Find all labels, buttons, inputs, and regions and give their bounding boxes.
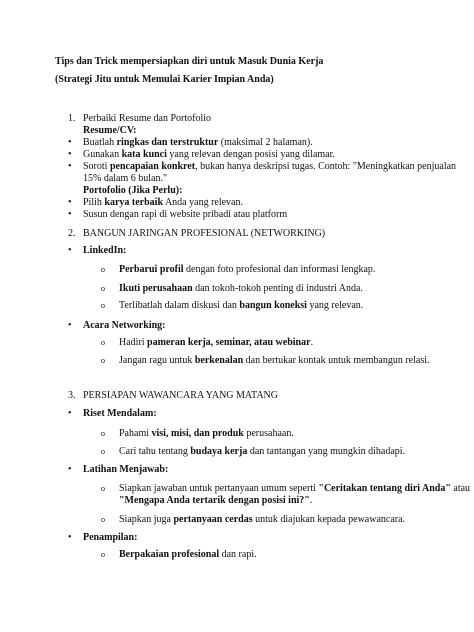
sub-bullet: o — [101, 356, 105, 365]
bullet: • — [68, 161, 72, 172]
document-subtitle: (Strategi Jitu untuk Memulai Karier Impian Anda) — [55, 74, 274, 85]
list-item: Pilih karya terbaik Anda yang relevan. — [83, 197, 243, 208]
section-3-number: 3. — [68, 390, 76, 401]
section-2-heading: BANGUN JARINGAN PROFESIONAL (NETWORKING) — [83, 228, 326, 239]
resume-label: Resume/CV: — [83, 125, 137, 136]
latihan-label: Latihan Menjawab: — [83, 464, 169, 475]
networking-label: Acara Networking: — [83, 320, 166, 331]
list-item: Ikuti perusahaan dan tokoh-tokoh penting di industri Anda. — [119, 283, 363, 294]
sub-bullet: o — [101, 447, 105, 456]
section-2-number: 2. — [68, 228, 76, 239]
bullet: • — [68, 532, 72, 543]
sub-bullet: o — [101, 284, 105, 293]
list-item-continuation: "Mengapa Anda tertarik dengan posisi ini?". — [119, 495, 313, 506]
section-1-number: 1. — [68, 113, 76, 124]
list-item: Soroti pencapaian konkret, bukan hanya deskripsi tugas. Contoh: "Meningkatkan penjualan — [83, 161, 457, 172]
list-item: Pahami visi, misi, dan produk perusahaan. — [119, 428, 294, 439]
list-item: Susun dengan rapi di website pribadi atau platform — [83, 209, 288, 220]
bullet: • — [68, 408, 72, 419]
list-item: Hadiri pameran kerja, seminar, atau webinar. — [119, 337, 314, 348]
penampilan-label: Penampilan: — [83, 532, 138, 543]
linkedin-label: LinkedIn: — [83, 245, 127, 256]
bullet: • — [68, 464, 72, 475]
portfolio-label: Portofolio (Jika Perlu): — [83, 185, 183, 196]
riset-label: Riset Mendalam: — [83, 408, 157, 419]
bullet: • — [68, 320, 72, 331]
list-item: Buatlah ringkas dan terstruktur (maksimal 2 halaman). — [83, 137, 313, 148]
sub-bullet: o — [101, 484, 105, 493]
bullet: • — [68, 245, 72, 256]
list-item: Gunakan kata kunci yang relevan dengan posisi yang dilamar. — [83, 149, 335, 160]
list-item: Terlibatlah dalam diskusi dan bangun koneksi yang relevan. — [119, 300, 364, 311]
sub-bullet: o — [101, 515, 105, 524]
bullet: • — [68, 209, 72, 220]
list-item: Siapkan jawaban untuk pertanyaan umum seperti "Ceritakan tentang diri Anda" atau — [119, 483, 471, 494]
list-item: Jangan ragu untuk berkenalan dan bertukar kontak untuk membangun relasi. — [119, 355, 430, 366]
sub-bullet: o — [101, 338, 105, 347]
sub-bullet: o — [101, 550, 105, 559]
section-1-heading: Perbaiki Resume dan Portofolio — [83, 113, 212, 124]
document-title: Tips dan Trick mempersiapkan diri untuk Masuk Dunia Kerja — [55, 56, 324, 67]
list-item: Siapkan juga pertanyaan cerdas untuk diajukan kepada pewawancara. — [119, 514, 406, 525]
list-item: Cari tahu tentang budaya kerja dan tantangan yang mungkin dihadapi. — [119, 446, 406, 457]
list-item: Perbarui profil dengan foto profesional dan informasi lengkap. — [119, 264, 376, 275]
bullet: • — [68, 149, 72, 160]
section-3-heading: PERSIAPAN WAWANCARA YANG MATANG — [83, 390, 278, 401]
list-item: Berpakaian profesional dan rapi. — [119, 549, 257, 560]
sub-bullet: o — [101, 301, 105, 310]
bullet: • — [68, 137, 72, 148]
sub-bullet: o — [101, 429, 105, 438]
list-item-continuation: 15% dalam 6 bulan." — [83, 173, 168, 184]
sub-bullet: o — [101, 265, 105, 274]
bullet: • — [68, 197, 72, 208]
